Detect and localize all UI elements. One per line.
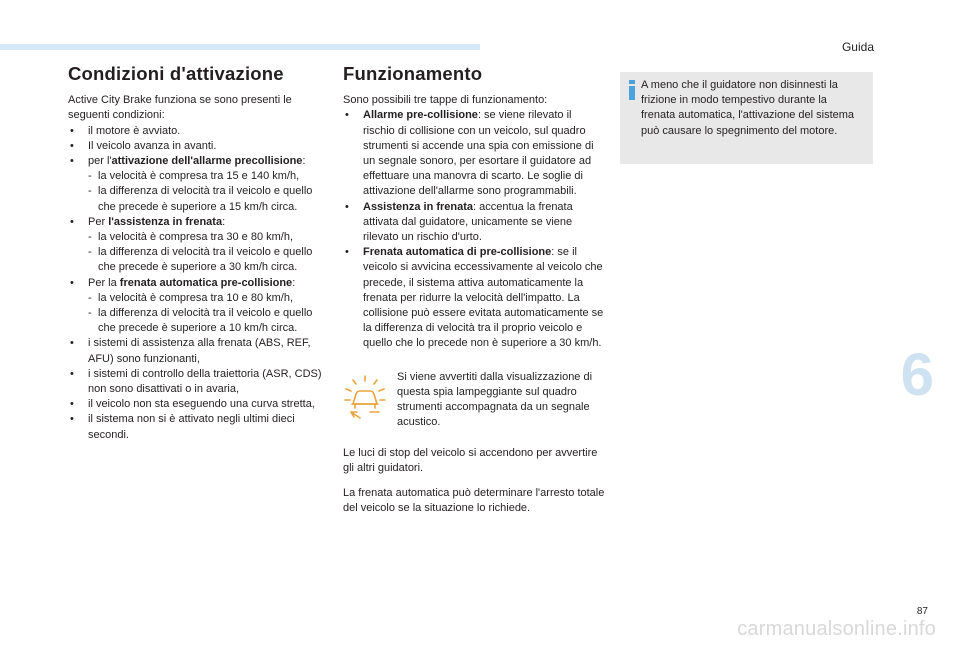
sub-list-item: - la velocità è compresa tra 30 e 80 km/h, <box>88 231 294 244</box>
chapter-number: 6 <box>900 341 934 408</box>
paragraph: La frenata automatica può determinare l'arresto totale del veicolo se la situazione lo richiede. <box>343 487 605 515</box>
sub-list-item: - la velocità è compresa tra 15 e 140 km/h, <box>88 170 300 183</box>
list-item: • Il veicolo avanza in avanti. <box>70 139 217 152</box>
info-icon <box>628 80 636 100</box>
list-item: • il sistema non si è attivato negli ultimi dieci secondi. <box>70 413 295 441</box>
info-box <box>620 72 873 164</box>
list-item: • Assistenza in frenata: accentua la frenata attivata dal guidatore, unicamente se viene rilevato un rischio d'urto. <box>345 200 573 244</box>
collision-warning-lamp-icon <box>343 374 387 420</box>
info-text: A meno che il guidatore non disinnesti la frizione in modo tempestivo durante la frenata automatica, l'attivazione del sistema può causare lo spegnimento del motore. <box>641 79 855 137</box>
section-title: Condizioni d'attivazione <box>68 63 284 84</box>
section-label: Guida <box>841 40 874 54</box>
intro-text: Sono possibili tre tappe di funzionamento: <box>343 94 548 107</box>
paragraph: Le luci di stop del veicolo si accendono per avvertire gli altri guidatori. <box>343 446 598 474</box>
list-item: • per l'attivazione dell'allarme precollisione: <box>70 155 306 168</box>
list-item: • i sistemi di controllo della traiettoria (ASR, CDS) non sono disattivati o in avaria, <box>70 367 322 396</box>
sub-list-item: - la differenza di velocità tra il veicolo e quello che precede è superiore a 30 km/h circa. <box>88 246 313 274</box>
warning-block <box>343 370 605 440</box>
list-item: • Per la frenata automatica pre-collisione: <box>70 276 296 289</box>
list-item: • Frenata automatica di pre-collisione: se il veicolo si avvicina eccessivamente al veicolo che precede, il sistema attiva automaticamente la frenata per ridurre la velocità dell'impatto. La collisione può essere evitata automaticamente se la differenza di velocità tra il proprio veicolo e quello che lo precede non è superiore a 30 km/h. <box>345 246 604 350</box>
list-item: • Per l'assistenza in frenata: <box>70 215 226 228</box>
list-item: • il motore è avviato. <box>70 124 181 137</box>
operation-column <box>343 63 605 516</box>
warning-text: Si viene avvertiti dalla visualizzazione di questa spia lampeggiante sul quadro strumenti accompagnata da un segnale acustico. <box>397 370 593 429</box>
intro-text: Active City Brake funziona se sono presenti le seguenti condizioni: <box>68 94 292 122</box>
sub-list-item: - la differenza di velocità tra il veicolo e quello che precede è superiore a 10 km/h circa. <box>88 307 313 335</box>
activation-conditions-column <box>68 63 330 443</box>
list-item: • il veicolo non sta eseguendo una curva stretta, <box>70 398 315 411</box>
sub-list-item: - la velocità è compresa tra 10 e 80 km/h, <box>88 291 294 304</box>
header-bar <box>0 44 480 50</box>
page-number: 87 <box>916 606 928 617</box>
sub-list-item: - la differenza di velocità tra il veicolo e quello che precede è superiore a 15 km/h circa. <box>88 185 313 213</box>
section-title: Funzionamento <box>343 63 483 84</box>
watermark: carmanualsonline.info <box>737 618 936 640</box>
list-item: • i sistemi di assistenza alla frenata (ABS, REF, AFU) sono funzionanti, <box>70 337 311 365</box>
list-item: • Allarme pre-collisione: se viene rilevato il rischio di collisione con un veicolo, sul quadro strumenti si accende una spia con emissione di un segnale sonoro, per esortare il guidatore ad effettuare una manovra di scarto. Le soglie di attivazione dell'allarme sono programmabili. <box>345 109 594 198</box>
